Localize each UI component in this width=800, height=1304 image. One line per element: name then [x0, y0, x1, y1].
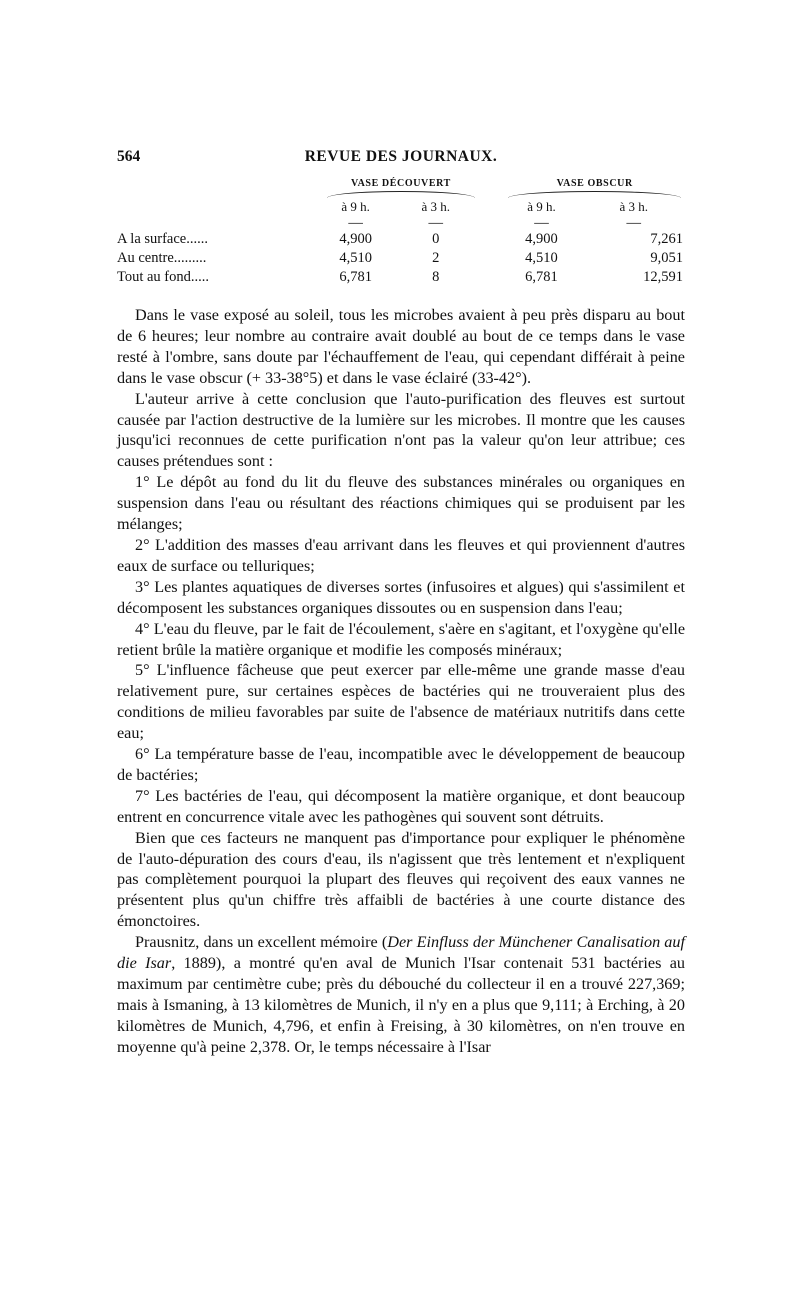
table-row: [173, 230, 687, 249]
paragraph: L'auteur arrive à cette conclusion que l'auto-purification des fleuves est surtout causée par l'action destructive de la lumière sur les microbes. Il montre que les causes jusqu'ici reconnues de cette purification n'ont pas la valeur qu'on leur attribue; ces causes prétendues sont :: [117, 389, 685, 471]
table-group-header: [173, 178, 687, 198]
dash-cell: —: [626, 215, 642, 231]
paragraph: Bien que ces facteurs ne manquent pas d'importance pour expliquer le phénomène de l'auto-dépuration des cours d'eau, ils n'agissent que très lentement et n'expliquent pas complètement pourquoi la plupart des fleuves qui reçoivent des eaux vannes ne présentent plus qu'un chiffre très affaibli de bactéries à une courte distance des émonctoires.: [117, 828, 685, 931]
row-label: Au centre.........: [117, 250, 207, 266]
subheader-cell: à 9 h.: [341, 199, 370, 214]
text-segment: Prausnitz, dans un excellent mémoire (: [135, 933, 388, 952]
paragraph: 5° L'influence fâcheuse que peut exercer par elle-même une grande masse d'eau relativement pure, sur certaines espèces de bactéries qui ne trouveraient plus des conditions de milieu favorables par suite de l'absence de matériaux nutritifs dans cette eau;: [117, 661, 685, 743]
journal-title: REVUE DES JOURNAUX.: [304, 148, 498, 165]
dash-cell: —: [428, 215, 443, 231]
table-cell: 4,510: [339, 250, 372, 266]
paragraph: 1° Le dépôt au fond du lit du fleuve des substances minérales ou organiques en suspension dans l'eau ou résultant des réactions chimiques qui se produisent par les mélanges;: [117, 473, 685, 534]
paragraph: 2° L'addition des masses d'eau arrivant dans les fleuves et qui proviennent d'autres eaux de surface ou telluriques;: [117, 535, 685, 575]
data-table: [117, 178, 687, 287]
subheader-cell: à 3 h.: [619, 199, 649, 214]
row-label: A la surface......: [117, 231, 208, 247]
table-cell: 6,781: [525, 269, 558, 285]
table-cell: 0: [432, 231, 440, 247]
article-body: [117, 305, 685, 1058]
table-cell: 9,051: [650, 250, 683, 266]
table-cell: 7,261: [650, 231, 683, 247]
paragraph-prausnitz: [117, 932, 685, 1057]
row-label: Tout au fond.....: [117, 269, 210, 285]
paragraph: Dans le vase exposé au soleil, tous les microbes avaient à peu près disparu au bout de 6 heures; leur nombre au contraire avait doublé au bout de ce temps dans le vase resté à l'ombre, sans doute par l'échauffement de l'eau, qui cependant différait à peine dans le vase obscur (+ 33-38°5) et dans le vase éclairé (33-42°).: [117, 306, 685, 387]
subheader-cell: à 3 h.: [421, 199, 450, 214]
table-cell: 4,900: [525, 231, 558, 247]
table-cell: 2: [432, 250, 440, 266]
table-cell: 4,510: [525, 250, 558, 266]
page: [117, 148, 685, 1058]
table-dash-row: [173, 216, 687, 230]
running-head: [117, 148, 685, 174]
text-segment: , 1889), a montré qu'en aval de Munich l'Isar contenait 531 bactéries au maximum par centimètre cube; près du débouché du collecteur il en a trouvé 227,369; mais à Ismaning, à 13 kilomètres de Munich, il n'y en a plus que 9,111; à Erching, à 20 kilomètres de Munich, 4,796, et enfin à Freising, à 30 kilomètres, on n'en trouve en moyenne qu'à peine 2,378. Or, le temps nécessaire à l'Isar: [117, 954, 685, 1056]
page-number: 564: [117, 148, 141, 165]
subheader-cell: à 9 h.: [527, 199, 556, 214]
table-row: [173, 268, 687, 287]
group-header-uncovered: VASE DÉCOUVERT: [351, 178, 451, 189]
table-cell: 6,781: [339, 269, 372, 285]
table-cell: 4,900: [339, 231, 372, 247]
brace-dark: [508, 191, 681, 198]
table-cell: 12,591: [643, 269, 683, 285]
dash-cell: —: [534, 215, 549, 231]
group-header-dark: VASE OBSCUR: [556, 178, 633, 189]
cited-title: Der Einfluss der Münchener Canalisation auf die Isar: [117, 933, 685, 973]
paragraph: 3° Les plantes aquatiques de diverses sortes (infusoires et algues) qui s'assimilent et décomposent les substances organiques dissoutes ou en suspension dans l'eau;: [117, 577, 685, 617]
brace-uncovered: [327, 191, 475, 198]
table-cell: 8: [432, 269, 440, 285]
table-row: [173, 249, 687, 268]
dash-cell: —: [348, 215, 363, 231]
paragraph: 6° La température basse de l'eau, incompatible avec le développement de beaucoup de bactéries;: [117, 745, 685, 784]
paragraph: 4° L'eau du fleuve, par le fait de l'écoulement, s'aère en s'agitant, et l'oxygène qu'elle retient brûle la matière organique et modifie les composés minéraux;: [117, 619, 685, 659]
paragraph: 7° Les bactéries de l'eau, qui décomposent la matière organique, et dont beaucoup entrent en concurrence vitale avec les pathogènes qui souvent sont détruits.: [117, 786, 685, 826]
table-subheader: [173, 198, 687, 216]
